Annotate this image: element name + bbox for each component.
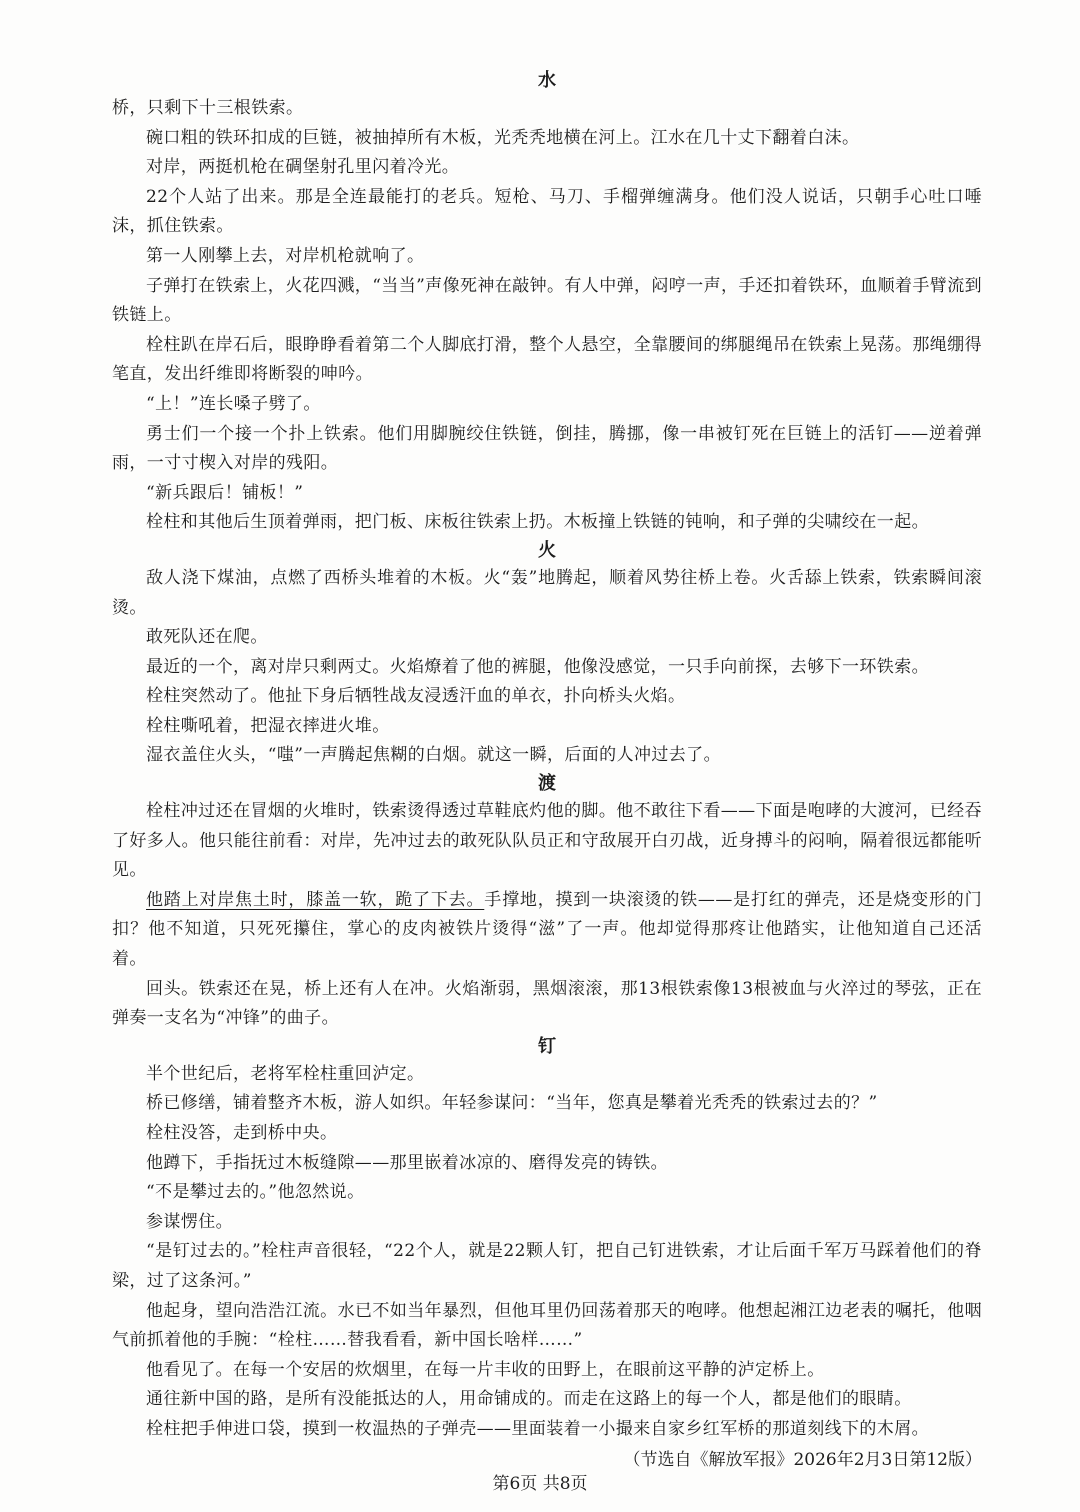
paragraph: 通往新中国的路，是所有没能抵达的人，用命铺成的。而走在这路上的每一个人，都是他们的眼睛。: [146, 1389, 912, 1410]
paragraph: 碗口粗的铁环扣成的巨链，被抽掉所有木板，光秃秃地横在河上。江水在几十丈下翻着白沫。: [146, 127, 860, 148]
paragraph: 子弹打在铁索上，火花四溅，“当当”声像死神在敲钟。有人中弹，闷哼一声，手还扣着铁环，血顺着手臂流到铁链上。: [112, 275, 982, 326]
paragraph: 他看见了。在每一个安居的炊烟里，在每一片丰收的田野上，在眼前这平静的泸定桥上。: [146, 1359, 825, 1380]
paragraph: 勇士们一个接一个扑上铁索。他们用脚腕绞住铁链，倒挂，腾挪，像一串被钉死在巨链上的活钉——逆着弹雨，一寸寸楔入对岸的残阳。: [112, 423, 982, 474]
paragraph: 栓柱冲过还在冒烟的火堆时，铁索烫得透过草鞋底灼他的脚。他不敢往下看——下面是咆哮的大渡河，已经吞了好多人。他只能往前看：对岸，先冲过去的敢死队队员正和守敌展开白刃战，近身搏斗的闷响，隔着很远都能听见。: [112, 801, 982, 881]
article-body: [112, 68, 982, 1475]
section-heading: 钉: [538, 1035, 556, 1057]
paragraph: 栓柱趴在岸石后，眼睁睁看着第二个人脚底打滑，整个人悬空，全靠腰间的绑腿绳吊在铁索上晃荡。那绳绷得笔直，发出纤维即将断裂的呻吟。: [112, 334, 982, 385]
paragraph: 最近的一个，离对岸只剩两丈。火焰燎着了他的裤腿，他像没感觉，一只手向前探，去够下一环铁索。: [146, 656, 929, 677]
paragraph: [112, 886, 982, 975]
paragraph: 栓柱嘶吼着，把湿衣摔进火堆。: [146, 715, 390, 736]
paragraph: 敌人浇下煤油，点燃了西桥头堆着的木板。火“轰”地腾起，顺着风势往桥上卷。火舌舔上铁索，铁索瞬间滚烫。: [112, 567, 982, 618]
paragraph-text: 手撑地，摸到一块滚烫的铁——是打红的弹壳，还是烧变形的门扣？他不知道，只死死攥住，掌心的皮肉被铁片烫得“滋”了一声。他却觉得那疼让他踏实，让他知道自己还活着。: [112, 889, 982, 970]
source-citation: （节选自《解放军报》2026年2月3日第12版）: [623, 1449, 982, 1470]
section-heading: 火: [538, 539, 556, 561]
paragraph: “不是攀过去的。”他忽然说。: [146, 1182, 365, 1203]
paragraph: 桥，只剩下十三根铁索。: [112, 98, 304, 118]
paragraph: 湿衣盖住火头，“嗤”一声腾起焦糊的白烟。就这一瞬，后面的人冲过去了。: [146, 745, 721, 766]
paragraph: “上！”连长嗓子劈了。: [146, 393, 321, 414]
paragraph: 回头。铁索还在晃，桥上还有人在冲。火焰渐弱，黑烟滚滚，那13根铁索像13根被血与火淬过的琴弦，正在弹奏一支名为“冲锋”的曲子。: [112, 978, 982, 1029]
paragraph: 22个人站了出来。那是全连最能打的老兵。短枪、马刀、手榴弹缠满身。他们没人说话，只朝手心吐口唾沫，抓住铁索。: [112, 186, 982, 237]
paragraph: 敢死队还在爬。: [146, 627, 268, 648]
section-heading: 渡: [538, 773, 556, 795]
underlined-sentence: 他踏上对岸焦土时，膝盖一软，跪了下去。: [146, 889, 485, 910]
paragraph: 栓柱突然动了。他扯下身后牺牲战友浸透汗血的单衣，扑向桥头火焰。: [146, 686, 686, 707]
paragraph: 参谋愣住。: [146, 1211, 233, 1232]
paragraph: 对岸，两挺机枪在碉堡射孔里闪着冷光。: [146, 157, 460, 178]
paragraph: “新兵跟后！铺板！”: [146, 482, 304, 503]
paragraph: 栓柱把手伸进口袋，摸到一枚温热的子弹壳——里面装着一小撮来自家乡红军桥的那道刻线下的木屑。: [146, 1418, 929, 1439]
paragraph: 半个世纪后，老将军栓柱重回泸定。: [146, 1063, 425, 1084]
paragraph: 栓柱和其他后生顶着弹雨，把门板、床板往铁索上扔。木板撞上铁链的钝响，和子弹的尖啸绞在一起。: [146, 512, 929, 533]
paragraph: 桥已修缮，铺着整齐木板，游人如织。年轻参谋问：“当年，您真是攀着光秃秃的铁索过去的？”: [146, 1093, 878, 1114]
page-number-footer: 第6页 共8页: [492, 1474, 588, 1494]
section-heading: 水: [538, 70, 556, 91]
paragraph: 他蹲下，手指抚过木板缝隙——那里嵌着冰凉的、磨得发亮的铸铁。: [146, 1152, 668, 1173]
paragraph: 第一人刚攀上去，对岸机枪就响了。: [146, 245, 425, 266]
paragraph: 栓柱没答，走到桥中央。: [146, 1123, 338, 1143]
paragraph: 他起身，望向浩浩江流。水已不如当年暴烈，但他耳里仍回荡着那天的咆哮。他想起湘江边老表的嘱托，他咽气前抓着他的手腕：“栓柱……替我看看，新中国长啥样……”: [112, 1300, 982, 1351]
paragraph: “是钉过去的。”栓柱声音很轻，“22个人，就是22颗人钉，把自己钉进铁索，才让后面千军万马踩着他们的脊梁，过了这条河。”: [112, 1241, 982, 1291]
